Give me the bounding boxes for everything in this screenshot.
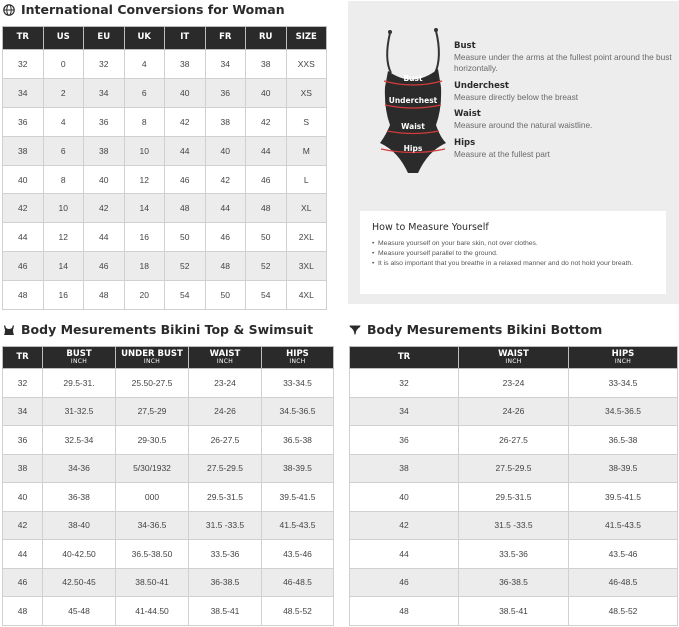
table-cell: 34 xyxy=(84,78,125,107)
table-cell: 34-36 xyxy=(43,454,116,483)
table-cell: 23-24 xyxy=(459,369,569,398)
table-cell: 36-38 xyxy=(43,483,116,512)
table-cell: 3XL xyxy=(286,252,327,281)
table-cell: 24-26 xyxy=(189,397,262,426)
table-cell: 54 xyxy=(246,281,287,310)
table-row xyxy=(3,454,334,483)
table-cell: 26-27.5 xyxy=(189,426,262,455)
table-cell: 31.5 -33.5 xyxy=(459,511,569,540)
column-header xyxy=(165,27,206,50)
measurement-name: Hips xyxy=(454,138,476,149)
table-cell: 38-39.5 xyxy=(569,454,678,483)
table-row xyxy=(3,483,334,512)
column-header xyxy=(569,347,678,369)
column-header-unit: INCH xyxy=(143,357,161,365)
how-to-measure-list xyxy=(372,239,654,270)
table-cell: 46-48.5 xyxy=(569,568,678,597)
section-title-conversions xyxy=(3,2,285,17)
table-cell: 41-44.50 xyxy=(116,597,189,626)
table-cell: 32 xyxy=(3,50,44,79)
table-cell: 48 xyxy=(246,194,287,223)
table-cell: 0 xyxy=(43,50,84,79)
table-cell: 29-30.5 xyxy=(116,426,189,455)
table-row xyxy=(350,426,678,455)
table-cell: 33.5-36 xyxy=(189,540,262,569)
table-cell: 42 xyxy=(84,194,125,223)
column-header-unit: INCH xyxy=(505,357,522,365)
measurement-name: Waist xyxy=(454,109,481,120)
table-cell: 14 xyxy=(124,194,165,223)
table-row xyxy=(350,568,678,597)
how-to-measure-box xyxy=(360,211,666,294)
column-header xyxy=(43,27,84,50)
measurement-waist xyxy=(454,109,674,131)
table-cell: 36.5-38 xyxy=(569,426,678,455)
table-row xyxy=(350,511,678,540)
conversion-table xyxy=(2,26,327,310)
table-cell: 44 xyxy=(350,540,459,569)
column-header xyxy=(262,347,334,369)
table-cell: 33-34.5 xyxy=(569,369,678,398)
measurement-name: Underchest xyxy=(454,80,509,91)
column-header-unit: INCH xyxy=(614,357,632,365)
swimsuit-icon xyxy=(3,324,15,336)
table-cell: 38 xyxy=(350,454,459,483)
table-cell: 38-39.5 xyxy=(262,454,334,483)
table-cell: M xyxy=(286,136,327,165)
table-cell: 52 xyxy=(165,252,206,281)
section-title-bikini-bottom xyxy=(349,322,602,337)
table-row xyxy=(350,597,678,626)
table-cell: 42 xyxy=(3,511,43,540)
table-cell: XL xyxy=(286,194,327,223)
section-title-bikini-top xyxy=(3,322,313,337)
measurement-desc: Measure directly below the breast xyxy=(454,91,579,102)
column-header xyxy=(124,27,165,50)
table-cell: 34 xyxy=(205,50,246,79)
column-header xyxy=(3,27,44,50)
measuring-guide-panel xyxy=(348,1,679,304)
table-cell: 42 xyxy=(350,511,459,540)
section-title-text: Body Mesurements Bikini Bottom xyxy=(367,322,603,337)
table-row xyxy=(3,50,327,79)
column-header xyxy=(459,347,569,369)
table-cell: 48 xyxy=(350,597,459,626)
table-cell: 34-36.5 xyxy=(116,511,189,540)
table-row xyxy=(350,483,678,512)
column-header-label: TR xyxy=(16,351,29,362)
table-cell: 36.5-38 xyxy=(262,426,334,455)
column-header-label: BUST xyxy=(66,348,92,359)
column-header-label: IT xyxy=(180,32,190,43)
table-cell: 36-38.5 xyxy=(459,568,569,597)
table-cell: 44 xyxy=(3,223,44,252)
table-cell: 42 xyxy=(246,107,287,136)
table-cell: 27.5-29.5 xyxy=(459,454,569,483)
table-cell: 48 xyxy=(84,281,125,310)
table-cell: 38 xyxy=(3,454,43,483)
table-row xyxy=(3,136,327,165)
table-cell: 26-27.5 xyxy=(459,426,569,455)
table-cell: 8 xyxy=(43,165,84,194)
table-cell: 38.5-41 xyxy=(459,597,569,626)
table-cell: 36 xyxy=(350,426,459,455)
table-row xyxy=(3,78,327,107)
table-row xyxy=(3,165,327,194)
table-cell: 40 xyxy=(246,78,287,107)
section-title-text: International Conversions for Woman xyxy=(21,2,285,17)
measurement-hips xyxy=(454,138,674,160)
table-cell: 25.50-27.5 xyxy=(116,369,189,398)
table-cell: 48 xyxy=(205,252,246,281)
column-header xyxy=(3,347,43,369)
table-cell: 44 xyxy=(165,136,206,165)
swimsuit-figure-icon xyxy=(366,25,456,175)
table-cell: 48.5-52 xyxy=(569,597,678,626)
table-cell: 27.5-29.5 xyxy=(189,454,262,483)
table-cell: 46 xyxy=(350,568,459,597)
measurement-list xyxy=(454,41,674,167)
column-header-label: RU xyxy=(259,32,273,43)
table-cell: 44 xyxy=(246,136,287,165)
table-row xyxy=(3,252,327,281)
table-cell: 42 xyxy=(165,107,206,136)
table-cell: 38 xyxy=(3,136,44,165)
table-cell: 16 xyxy=(43,281,84,310)
column-header-label: WAIST xyxy=(209,348,241,359)
table-cell: 34 xyxy=(3,397,43,426)
table-cell: 45-48 xyxy=(43,597,116,626)
table-cell: 20 xyxy=(124,281,165,310)
measurement-desc: Measure around the natural waistline. xyxy=(454,120,593,131)
table-cell: 16 xyxy=(124,223,165,252)
figure-label-hips: Hips xyxy=(403,144,423,153)
table-cell: 33.5-36 xyxy=(459,540,569,569)
measurement-bust xyxy=(454,41,674,74)
table-cell: 31-32.5 xyxy=(43,397,116,426)
table-cell: 000 xyxy=(116,483,189,512)
table-cell: 36 xyxy=(205,78,246,107)
table-cell: 39.5-41.5 xyxy=(569,483,678,512)
table-cell: 6 xyxy=(124,78,165,107)
how-to-item: • Measure yourself parallel to the ground. xyxy=(372,249,654,259)
table-cell: 14 xyxy=(43,252,84,281)
column-header-unit: INCH xyxy=(70,357,88,365)
table-cell: 4 xyxy=(124,50,165,79)
measurement-name: Bust xyxy=(454,41,476,51)
table-row xyxy=(3,597,334,626)
table-cell: 39.5-41.5 xyxy=(262,483,334,512)
table-cell: 32.5-34 xyxy=(43,426,116,455)
column-header xyxy=(246,27,287,50)
table-cell: 48.5-52 xyxy=(262,597,334,626)
table-cell: 29.5-31.5 xyxy=(459,483,569,512)
column-header-unit: INCH xyxy=(216,357,234,365)
column-header-label: TR xyxy=(16,32,29,43)
table-cell: 48 xyxy=(165,194,206,223)
table-row xyxy=(3,426,334,455)
column-header-label: HIPS xyxy=(611,348,635,359)
table-cell: 44 xyxy=(84,223,125,252)
table-cell: 44 xyxy=(205,194,246,223)
column-header xyxy=(116,347,189,369)
column-header-label: US xyxy=(56,32,70,43)
table-cell: 46 xyxy=(3,252,44,281)
table-cell: 32 xyxy=(350,369,459,398)
table-cell: 36-38.5 xyxy=(189,568,262,597)
table-row xyxy=(3,540,334,569)
table-row xyxy=(350,540,678,569)
how-to-measure-title: How to Measure Yourself xyxy=(372,222,489,233)
table-cell: 23-24 xyxy=(189,369,262,398)
table-cell: 40 xyxy=(205,136,246,165)
table-cell: 38.5-41 xyxy=(189,597,262,626)
table-cell: 50 xyxy=(205,281,246,310)
table-cell: 10 xyxy=(43,194,84,223)
table-cell: 40 xyxy=(3,483,43,512)
table-cell: 18 xyxy=(124,252,165,281)
table-cell: 54 xyxy=(165,281,206,310)
table-cell: 29.5-31. xyxy=(43,369,116,398)
bikini-bottom-icon xyxy=(349,324,361,336)
table-cell: 10 xyxy=(124,136,165,165)
table-cell: 36 xyxy=(3,426,43,455)
table-cell: 48 xyxy=(3,597,43,626)
figure-label-underchest: Underchest xyxy=(388,96,438,105)
table-cell: 4 xyxy=(43,107,84,136)
globe-icon xyxy=(3,4,15,16)
table-cell: 34.5-36.5 xyxy=(262,397,334,426)
table-cell: 42 xyxy=(3,194,44,223)
table-cell: 38-40 xyxy=(43,511,116,540)
table-cell: 46-48.5 xyxy=(262,568,334,597)
table-cell: 43.5-46 xyxy=(262,540,334,569)
column-header xyxy=(43,347,116,369)
column-header-label: UK xyxy=(137,32,151,43)
table-cell: XS xyxy=(286,78,327,107)
table-cell: 34.5-36.5 xyxy=(569,397,678,426)
section-title-text: Body Mesurements Bikini Top & Swimsuit xyxy=(21,322,314,337)
table-row xyxy=(3,281,327,310)
table-cell: 48 xyxy=(3,281,44,310)
table-cell: 38 xyxy=(205,107,246,136)
table-cell: 38 xyxy=(165,50,206,79)
column-header-label: FR xyxy=(219,32,232,43)
table-row xyxy=(350,454,678,483)
table-cell: 36 xyxy=(84,107,125,136)
table-row xyxy=(350,397,678,426)
bikini-top-table xyxy=(2,346,334,626)
column-header xyxy=(189,347,262,369)
column-header-label: SIZE xyxy=(295,32,317,43)
column-header-label: HIPS xyxy=(286,348,309,359)
figure-label-waist: Waist xyxy=(401,122,425,131)
table-cell: 32 xyxy=(84,50,125,79)
measurement-underchest xyxy=(454,81,674,103)
table-row xyxy=(3,397,334,426)
table-cell: 38.50-41 xyxy=(116,568,189,597)
table-cell: 32 xyxy=(3,369,43,398)
table-cell: 12 xyxy=(124,165,165,194)
figure-label-bust: Bust xyxy=(403,74,423,83)
column-header-label: EU xyxy=(97,32,111,43)
table-cell: 43.5-46 xyxy=(569,540,678,569)
table-cell: 50 xyxy=(165,223,206,252)
table-row xyxy=(3,107,327,136)
table-row xyxy=(3,369,334,398)
table-cell: 40 xyxy=(84,165,125,194)
table-cell: 5/30/1932 xyxy=(116,454,189,483)
table-cell: 4XL xyxy=(286,281,327,310)
table-cell: 40 xyxy=(350,483,459,512)
table-cell: 33-34.5 xyxy=(262,369,334,398)
table-cell: 46 xyxy=(165,165,206,194)
table-cell: 36.5-38.50 xyxy=(116,540,189,569)
table-cell: 38 xyxy=(246,50,287,79)
table-cell: 41.5-43.5 xyxy=(569,511,678,540)
table-row xyxy=(3,194,327,223)
table-cell: 36 xyxy=(3,107,44,136)
table-cell: S xyxy=(286,107,327,136)
table-cell: 46 xyxy=(84,252,125,281)
column-header xyxy=(286,27,327,50)
column-header-label: TR xyxy=(397,351,411,362)
table-row xyxy=(3,568,334,597)
table-cell: 40-42.50 xyxy=(43,540,116,569)
table-cell: 50 xyxy=(246,223,287,252)
table-cell: XXS xyxy=(286,50,327,79)
table-cell: 40 xyxy=(165,78,206,107)
table-cell: 46 xyxy=(205,223,246,252)
table-cell: 2 xyxy=(43,78,84,107)
table-cell: 2XL xyxy=(286,223,327,252)
column-header-unit: INCH xyxy=(289,357,306,365)
table-cell: 44 xyxy=(3,540,43,569)
table-cell: 24-26 xyxy=(459,397,569,426)
bikini-bottom-table xyxy=(349,346,678,626)
table-cell: 27,5-29 xyxy=(116,397,189,426)
table-cell: 34 xyxy=(350,397,459,426)
table-cell: 42.50-45 xyxy=(43,568,116,597)
column-header xyxy=(205,27,246,50)
table-cell: 46 xyxy=(246,165,287,194)
column-header xyxy=(84,27,125,50)
table-cell: 6 xyxy=(43,136,84,165)
column-header-label: WAIST xyxy=(498,348,529,359)
table-cell: 40 xyxy=(3,165,44,194)
table-row xyxy=(3,223,327,252)
table-cell: 8 xyxy=(124,107,165,136)
table-cell: 42 xyxy=(205,165,246,194)
table-cell: 34 xyxy=(3,78,44,107)
table-row xyxy=(350,369,678,398)
table-cell: 31.5 -33.5 xyxy=(189,511,262,540)
table-row xyxy=(3,511,334,540)
table-cell: 29.5-31.5 xyxy=(189,483,262,512)
table-cell: 12 xyxy=(43,223,84,252)
column-header-label: UNDER BUST xyxy=(121,348,183,359)
table-cell: L xyxy=(286,165,327,194)
measurement-desc: Measure at the fullest part xyxy=(454,149,550,160)
table-cell: 41.5-43.5 xyxy=(262,511,334,540)
table-cell: 46 xyxy=(3,568,43,597)
table-cell: 38 xyxy=(84,136,125,165)
table-cell: 52 xyxy=(246,252,287,281)
column-header xyxy=(350,347,459,369)
how-to-item: • Measure yourself on your bare skin, not over clothes. xyxy=(372,239,654,249)
how-to-item: • It is also important that you breathe in a relaxed manner and do not hold your breath. xyxy=(372,259,654,269)
measurement-desc: Measure under the arms at the fullest point around the bust horizontally. xyxy=(454,52,672,73)
